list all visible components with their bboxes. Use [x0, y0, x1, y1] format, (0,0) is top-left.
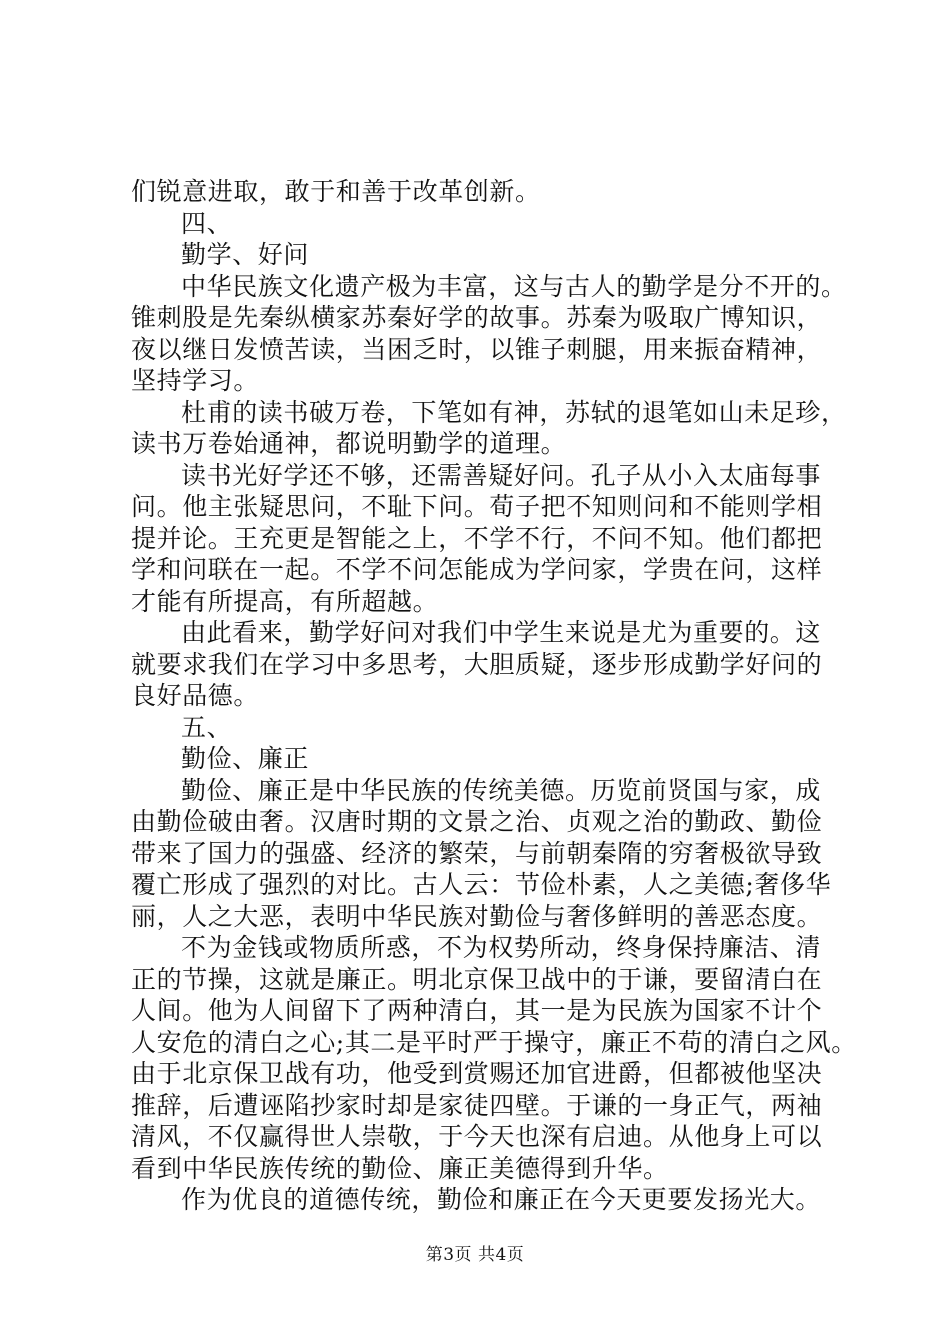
text-line: 不为金钱或物质所惑，不为权势所动，终身保持廉洁、清	[181, 933, 822, 962]
page-footer: 第3页 共4页	[425, 1245, 525, 1265]
text-line: 问。他主张疑思问，不耻下问。荀子把不知则问和不能则学相	[131, 492, 823, 521]
text-line: 良好品德。	[131, 681, 260, 710]
text-line: 就要求我们在学习中多思考，大胆质疑，逐步形成勤学好问的	[131, 649, 823, 679]
text-line: 五、	[181, 712, 233, 742]
document-body	[131, 176, 857, 1216]
text-line: 带来了国力的强盛、经济的繁荣，与前朝秦隋的穷奢极欲导致	[131, 838, 823, 868]
text-line: 夜以继日发愤苦读，当困乏时，以锥子刺腿，用来振奋精神，	[131, 334, 823, 364]
text-line: 锥刺股是先秦纵横家苏秦好学的故事。苏秦为吸取广博知识，	[131, 303, 823, 332]
text-line: 推辞，后遭诬陷抄家时却是家徒四壁。于谦的一身正气，两袖	[131, 1090, 823, 1120]
text-line: 勤学、好问	[181, 240, 310, 269]
text-line: 由此看来，勤学好问对我们中学生来说是尤为重要的。这	[181, 618, 822, 647]
text-line: 才能有所提高，有所超越。	[131, 586, 439, 616]
text-line: 学和问联在一起。不学不问怎能成为学问家，学贵在问，这样	[131, 555, 823, 584]
text-line: 正的节操，这就是廉正。明北京保卫战中的于谦，要留清白在	[131, 964, 823, 994]
text-line: 杜甫的读书破万卷，下笔如有神，苏轼的退笔如山未足珍，	[181, 397, 847, 427]
text-line: 读书万卷始通神，都说明勤学的道理。	[131, 429, 567, 458]
text-line: 读书光好学还不够，还需善疑好问。孔子从小入太庙每事	[181, 460, 822, 490]
text-line: 作为优良的道德传统，勤俭和廉正在今天更要发扬光大。	[181, 1185, 822, 1214]
text-line: 覆亡形成了强烈的对比。古人云：节俭朴素，人之美德;奢侈华	[131, 870, 832, 899]
text-line: 看到中华民族传统的勤俭、廉正美德得到升华。	[131, 1153, 669, 1183]
text-line: 人安危的清白之心;其二是平时严于操守，廉正不苟的清白之风。	[131, 1027, 857, 1057]
text-line: 清风，不仅赢得世人崇敬，于今天也深有启迪。从他身上可以	[131, 1122, 823, 1151]
text-line: 四、	[181, 208, 233, 238]
text-line: 丽，人之大恶，表明中华民族对勤俭与奢侈鲜明的善恶态度。	[131, 901, 823, 931]
text-line: 坚持学习。	[131, 366, 260, 395]
text-line: 勤俭、廉正是中华民族的传统美德。历览前贤国与家，成	[181, 775, 822, 805]
text-line: 由于北京保卫战有功，他受到赏赐还加官进爵，但都被他坚决	[131, 1059, 823, 1088]
text-line: 提并论。王充更是智能之上，不学不行，不问不知。他们都把	[131, 523, 823, 553]
text-line: 中华民族文化遗产极为丰富，这与古人的勤学是分不开的。	[181, 271, 847, 301]
text-line: 们锐意进取，敢于和善于改革创新。	[131, 177, 541, 206]
text-line: 由勤俭破由奢。汉唐时期的文景之治、贞观之治的勤政、勤俭	[131, 807, 823, 836]
text-line: 人间。他为人间留下了两种清白，其一是为民族为国家不计个	[131, 996, 823, 1025]
text-line: 勤俭、廉正	[181, 744, 310, 773]
